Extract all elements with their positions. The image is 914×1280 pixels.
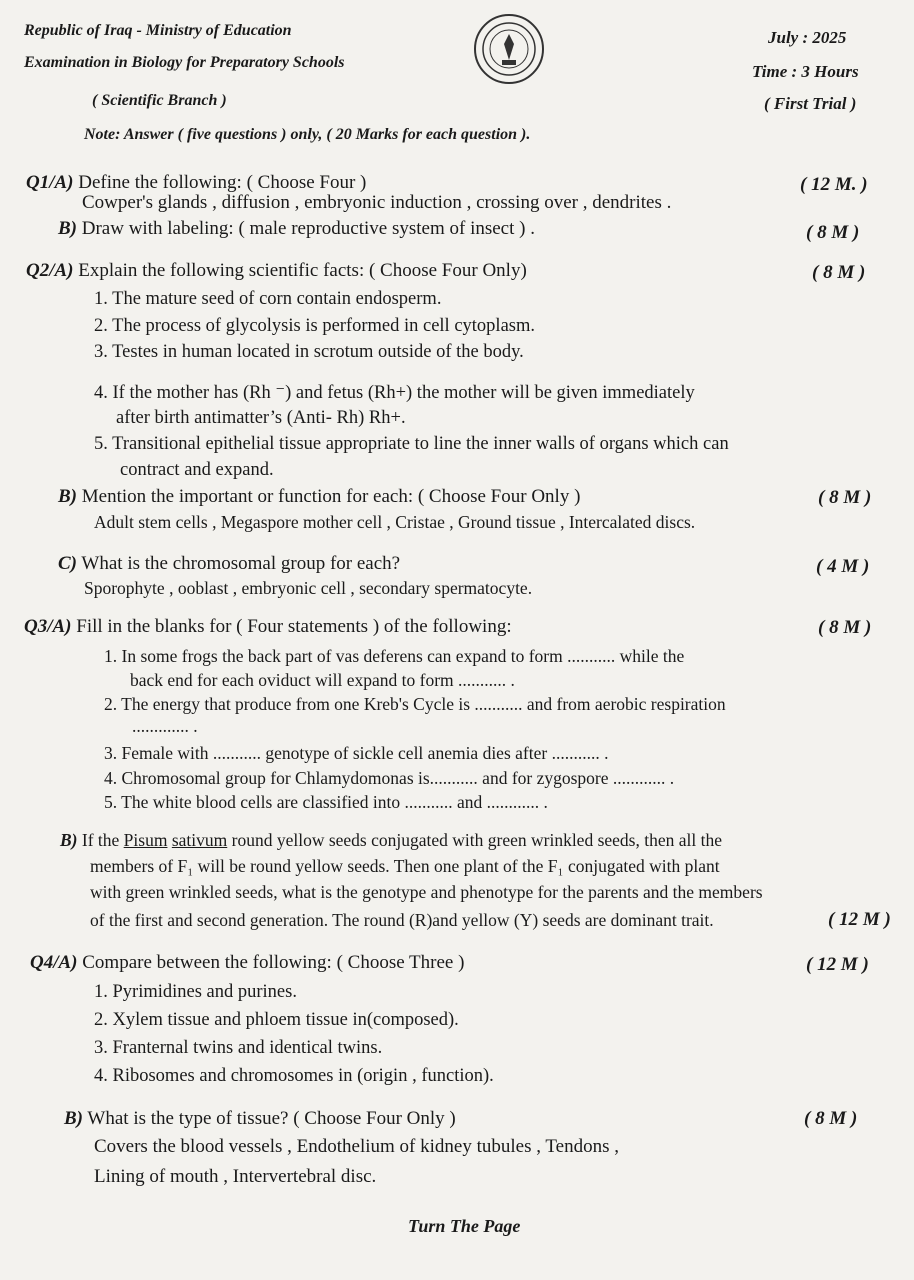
q2a-item: 3. Testes in human located in scrotum outside of the body. xyxy=(94,342,524,362)
q4b-heading: B) What is the type of tissue? ( Choose Four Only ) xyxy=(64,1108,456,1129)
q2c-marks: ( 4 M ) xyxy=(816,556,870,577)
q3a-item-cont: back end for each oviduct will expand to form ........... . xyxy=(130,670,515,690)
q1b-marks: ( 8 M ) xyxy=(806,222,860,243)
q2a-heading: Q2/A) Explain the following scientific facts: ( Choose Four Only) xyxy=(26,260,527,281)
q4a-item: 1. Pyrimidines and purines. xyxy=(94,982,297,1002)
q4a-heading: Q4/A) Compare between the following: ( Choose Three ) xyxy=(30,952,465,973)
q2c-heading: C) What is the chromosomal group for each? xyxy=(58,553,401,574)
q2a-item-cont: contract and expand. xyxy=(120,460,274,480)
header-time: Time : 3 Hours xyxy=(752,62,859,81)
q3b-line: B) If the Pisum sativum round yellow seeds conjugated with green wrinkled seeds, then all the xyxy=(60,830,722,850)
footer-turn-page: Turn The Page xyxy=(408,1216,521,1236)
q2a-marks: ( 8 M ) xyxy=(812,262,866,283)
q4b-terms: Covers the blood vessels , Endothelium of kidney tubules , Tendons , xyxy=(94,1136,619,1157)
header-branch: ( Scientific Branch ) xyxy=(92,92,227,109)
q2b-marks: ( 8 M ) xyxy=(818,487,872,508)
q4a-item: 4. Ribosomes and chromosomes in (origin , function). xyxy=(94,1066,494,1086)
q2a-item: 5. Transitional epithelial tissue appropriate to line the inner walls of organs which can xyxy=(94,434,729,454)
q3b-line: members of F₁ will be round yellow seeds. Then one plant of the F₁ conjugated with plant xyxy=(90,856,720,876)
q1a-heading: Q1/A) Define the following: ( Choose Four ) xyxy=(26,172,367,193)
header-exam-title: Examination in Biology for Preparatory Schools xyxy=(24,54,345,71)
q3a-item: 4. Chromosomal group for Chlamydomonas is........... and for zygospore ............ . xyxy=(104,768,675,788)
q3a-item: 5. The white blood cells are classified into ........... and ............ . xyxy=(104,792,548,812)
header-trial: ( First Trial ) xyxy=(764,94,857,113)
q1a-marks: ( 12 M. ) xyxy=(800,174,868,195)
q3b-line: with green wrinkled seeds, what is the genotype and phenotype for the parents and the members xyxy=(90,882,763,902)
q4a-item: 3. Franternal twins and identical twins. xyxy=(94,1038,383,1058)
q3a-item: 1. In some frogs the back part of vas deferens can expand to form ........... while the xyxy=(104,646,685,666)
q1a-terms: Cowper's glands , diffusion , embryonic induction , crossing over , dendrites . xyxy=(82,192,672,213)
q2a-item: 2. The process of glycolysis is performed in cell cytoplasm. xyxy=(94,316,535,336)
q2c-terms: Sporophyte , ooblast , embryonic cell , secondary spermatocyte. xyxy=(84,578,533,598)
header-note: Note: Answer ( five questions ) only, ( 20 Marks for each question ). xyxy=(84,126,531,143)
q3a-item: 3. Female with ........... genotype of sickle cell anemia dies after ........... . xyxy=(104,743,609,763)
q4a-marks: ( 12 M ) xyxy=(806,954,869,975)
q2b-terms: Adult stem cells , Megaspore mother cell , Cristae , Ground tissue , Intercalated discs. xyxy=(94,512,696,532)
q3b-line: of the first and second generation. The round (R)and yellow (Y) seeds are dominant trait. xyxy=(90,910,714,930)
q3a-item: 2. The energy that produce from one Kreb's Cycle is ........... and from aerobic respiration xyxy=(104,694,726,714)
q3a-marks: ( 8 M ) xyxy=(818,617,872,638)
q4a-item: 2. Xylem tissue and phloem tissue in(composed). xyxy=(94,1010,459,1030)
q4b-marks: ( 8 M ) xyxy=(804,1108,858,1129)
q2a-item-cont: after birth antimatter’s (Anti- Rh) Rh+. xyxy=(116,408,406,428)
q2b-heading: B) Mention the important or function for each: ( Choose Four Only ) xyxy=(58,486,581,507)
q3a-heading: Q3/A) Fill in the blanks for ( Four statements ) of the following: xyxy=(24,616,512,637)
q2a-item: 4. If the mother has (Rh ⁻) and fetus (Rh+) the mother will be given immediately xyxy=(94,383,695,403)
q4b-terms: Lining of mouth , Intervertebral disc. xyxy=(94,1166,377,1187)
header-date: July : 2025 xyxy=(768,28,847,47)
q1b-heading: B) Draw with labeling: ( male reproductive system of insect ) . xyxy=(58,218,535,239)
ministry-seal xyxy=(474,14,544,84)
seal-emblem-icon xyxy=(476,16,542,82)
header-ministry: Republic of Iraq - Ministry of Education xyxy=(24,22,292,39)
q2a-item: 1. The mature seed of corn contain endosperm. xyxy=(94,289,442,309)
q3a-item-cont: ............. . xyxy=(132,716,198,736)
q3b-marks: ( 12 M ) xyxy=(828,909,891,930)
